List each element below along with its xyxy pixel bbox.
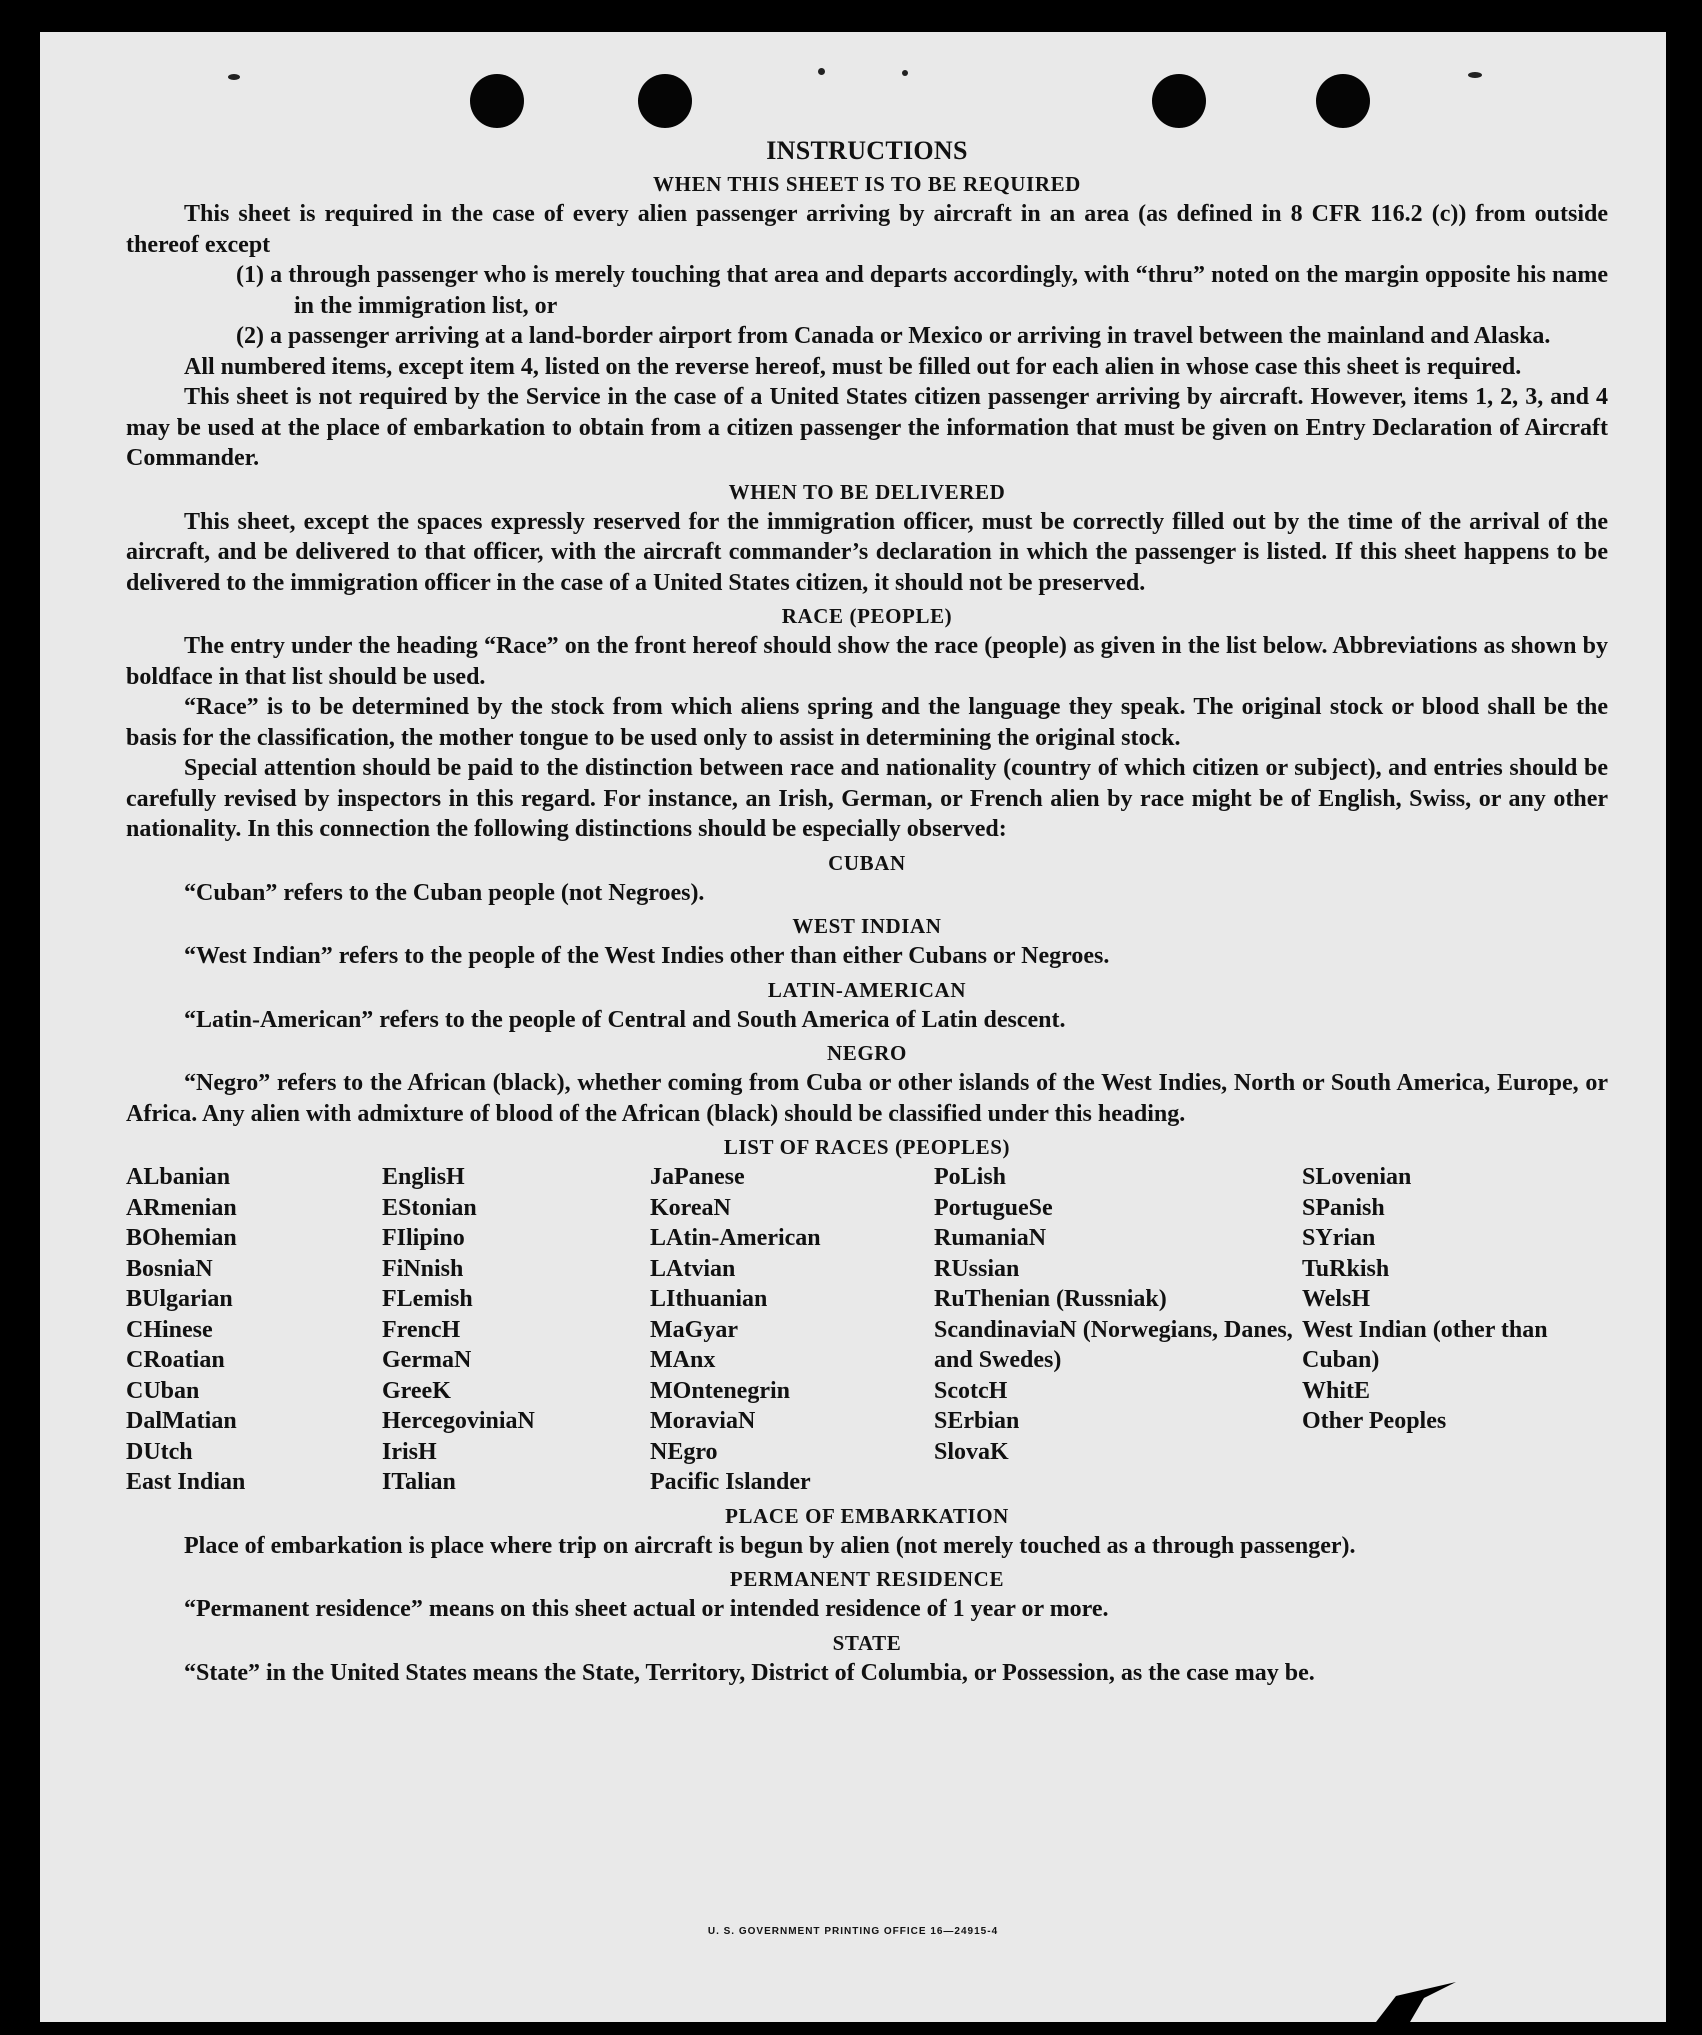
race-column bbox=[650, 1162, 934, 1498]
section-heading: RACE (PEOPLE) bbox=[781, 604, 953, 628]
race-entry: WelsH bbox=[1302, 1286, 1371, 1312]
race-entry: SYrian bbox=[1302, 1225, 1376, 1251]
ink-speck bbox=[902, 70, 908, 76]
race-column bbox=[382, 1162, 650, 1498]
race-column bbox=[1302, 1162, 1608, 1498]
paragraph: “Negro” refers to the African (black), whether coming from Cuba or other islands of the West Indies, North or South America, Europe, or Africa. Any alien with admixture of blood of the African (black) should be classified under this heading. bbox=[126, 1070, 1608, 1127]
race-entry: RumaniaN bbox=[934, 1225, 1047, 1251]
race-entry: LAtvian bbox=[650, 1255, 736, 1282]
ink-speck bbox=[818, 68, 825, 75]
race-entry: MOntenegrin bbox=[650, 1377, 790, 1404]
section-heading: LIST OF RACES (PEOPLES) bbox=[723, 1135, 1011, 1159]
race-entry: JaPanese bbox=[650, 1164, 745, 1190]
race-entry: Other Peoples bbox=[1302, 1408, 1447, 1434]
instructions-body bbox=[126, 102, 1608, 1688]
race-column bbox=[126, 1162, 382, 1498]
race-entry: BosniaN bbox=[126, 1255, 213, 1282]
paragraph: Place of embarkation is place where trip on aircraft is begun by alien (not merely touched as a through passenger). bbox=[184, 1532, 1356, 1559]
race-entry: FrencH bbox=[382, 1316, 461, 1343]
race-entry: MAnx bbox=[650, 1347, 716, 1373]
race-entry: NEgro bbox=[650, 1438, 718, 1465]
race-entry: RUssian bbox=[934, 1255, 1020, 1282]
section-heading: PLACE OF EMBARKATION bbox=[725, 1503, 1009, 1528]
paragraph: The entry under the heading “Race” on the front hereof should show the race (people) as given in the list below. Abbreviations as shown by boldface in that list should be used. bbox=[126, 633, 1608, 690]
paragraph: All numbered items, except item 4, listed on the reverse hereof, must be filled out for each alien in whose case this sheet is required. bbox=[184, 353, 1522, 380]
race-entry: CRoatian bbox=[126, 1347, 225, 1373]
race-entry: MaGyar bbox=[650, 1316, 738, 1343]
race-entry: IrisH bbox=[382, 1438, 437, 1465]
race-entry: WhitE bbox=[1302, 1377, 1371, 1404]
paragraph: “West Indian” refers to the people of the West Indies other than either Cubans or Negroes. bbox=[184, 943, 1110, 969]
list-item: (2) a passenger arriving at a land-border airport from Canada or Mexico or arriving in travel between the mainland and Alaska. bbox=[236, 323, 1551, 349]
race-entry: Pacific Islander bbox=[650, 1469, 811, 1495]
paragraph: This sheet, except the spaces expressly reserved for the immigration officer, must be correctly filled out by the time of the arrival of the aircraft, and be delivered to that officer, with the aircraft commander’s declaration in which the passenger is listed. If this sheet happens to be delivered to the immigration officer in the case of a United States citizen, it should not be preserved. bbox=[126, 508, 1608, 596]
race-entry: LIthuanian bbox=[650, 1286, 768, 1312]
race-entry: ScotcH bbox=[934, 1377, 1008, 1404]
race-entry: DalMatian bbox=[126, 1408, 237, 1434]
race-entry: BUlgarian bbox=[126, 1286, 233, 1312]
race-entry: RuThenian (Russniak) bbox=[934, 1286, 1167, 1312]
race-entry: KoreaN bbox=[650, 1194, 731, 1221]
race-entry: EStonian bbox=[382, 1194, 477, 1221]
race-entry: SLovenian bbox=[1302, 1164, 1412, 1190]
race-entry: GreeK bbox=[382, 1377, 451, 1404]
section-heading: NEGRO bbox=[826, 1041, 907, 1065]
torn-corner-mark bbox=[1376, 1976, 1456, 2022]
section-heading: WEST INDIAN bbox=[792, 914, 942, 938]
paragraph: This sheet is not required by the Service in the case of a United States citizen passenger arriving by aircraft. However, items 1, 2, 3, and 4 may be used at the place of embarkation to obtain from a citizen passenger the information that must be given on Entry Declaration of Aircraft Commander. bbox=[126, 384, 1608, 471]
race-entry: East Indian bbox=[126, 1469, 246, 1495]
paragraph: “Race” is to be determined by the stock from which aliens spring and the language they speak. The original stock or blood shall be the basis for the classification, the mother tongue to be used only to assist in determining the original stock. bbox=[126, 694, 1608, 751]
page-title: INSTRUCTIONS bbox=[766, 136, 968, 165]
race-entry: FLemish bbox=[382, 1286, 473, 1312]
race-entry: SPanish bbox=[1302, 1194, 1385, 1221]
ink-speck bbox=[1468, 72, 1482, 78]
race-entry: ITalian bbox=[382, 1469, 456, 1495]
race-entry: MoraviaN bbox=[650, 1408, 756, 1434]
list-item: (1) a through passenger who is merely touching that area and departs accordingly, with “thru” noted on the margin opposite his name in the immigration list, or bbox=[236, 262, 1608, 319]
section-heading: LATIN-AMERICAN bbox=[767, 977, 967, 1002]
printer-imprint: U. S. GOVERNMENT PRINTING OFFICE 16—24915-4 bbox=[707, 1926, 999, 1937]
paragraph: “Latin-American” refers to the people of Central and South America of Latin descent. bbox=[184, 1006, 1066, 1033]
race-entry: West Indian (other than Cuban) bbox=[1302, 1316, 1548, 1373]
race-entry: GermaN bbox=[382, 1347, 472, 1373]
race-entry: LAtin-American bbox=[650, 1225, 821, 1251]
race-entry: TuRkish bbox=[1302, 1255, 1390, 1282]
race-entry: SErbian bbox=[934, 1408, 1020, 1434]
race-entry: CHinese bbox=[126, 1316, 213, 1343]
race-list bbox=[126, 1162, 1608, 1498]
paragraph: “Cuban” refers to the Cuban people (not Negroes). bbox=[184, 879, 705, 906]
race-entry: ScandinaviaN (Norwegians, Danes, and Swedes) bbox=[934, 1316, 1293, 1373]
race-entry: PortugueSe bbox=[934, 1194, 1053, 1221]
race-entry: PoLish bbox=[934, 1164, 1007, 1190]
race-entry: FiNnish bbox=[382, 1255, 464, 1282]
document-page bbox=[40, 32, 1666, 2022]
race-column bbox=[934, 1162, 1302, 1498]
race-entry: FIlipino bbox=[382, 1225, 465, 1251]
race-entry: CUban bbox=[126, 1377, 200, 1404]
paragraph: “Permanent residence” means on this sheet actual or intended residence of 1 year or more. bbox=[184, 1596, 1109, 1622]
ink-speck bbox=[228, 74, 240, 80]
race-entry: ALbanian bbox=[126, 1164, 231, 1190]
section-heading: PERMANENT RESIDENCE bbox=[729, 1567, 1005, 1591]
section-heading: CUBAN bbox=[828, 850, 906, 875]
section-heading: WHEN TO BE DELIVERED bbox=[728, 479, 1006, 504]
paragraph: This sheet is required in the case of every alien passenger arriving by aircraft in an area (as defined in 8 CFR 116.2 (c)) from outside thereof except bbox=[126, 201, 1608, 258]
race-entry: ARmenian bbox=[126, 1194, 237, 1221]
paragraph: “State” in the United States means the State, Territory, District of Columbia, or Possession, as the case may be. bbox=[184, 1659, 1315, 1686]
section-heading: WHEN THIS SHEET IS TO BE REQUIRED bbox=[653, 172, 1081, 196]
race-entry: DUtch bbox=[126, 1438, 193, 1465]
race-entry: SlovaK bbox=[934, 1438, 1009, 1465]
race-entry: BOhemian bbox=[126, 1225, 237, 1251]
race-entry: EnglisH bbox=[382, 1164, 465, 1190]
paragraph: Special attention should be paid to the distinction between race and nationality (country of which citizen or subject), and entries should be carefully revised by inspectors in this regard. For instance, an Irish, German, or French alien by race might be of English, Swiss, or any other nationality. In this connection the following distinctions should be especially observed: bbox=[126, 755, 1608, 842]
section-heading: STATE bbox=[832, 1630, 902, 1655]
race-entry: HercegoviniaN bbox=[382, 1408, 535, 1434]
